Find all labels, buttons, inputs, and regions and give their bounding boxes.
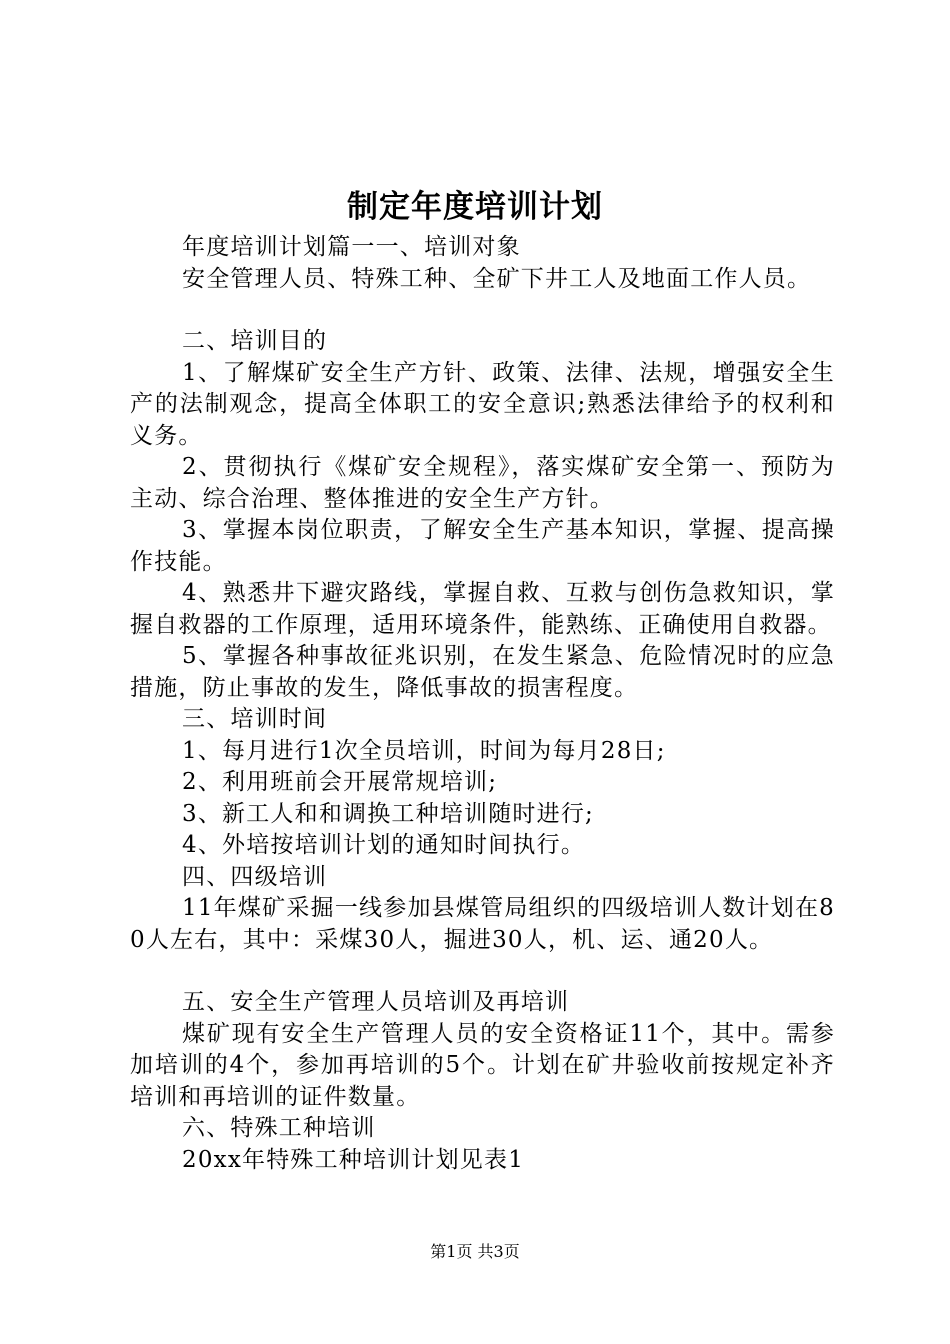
paragraph: 年度培训计划篇一一、培训对象 [182, 234, 521, 260]
paragraph: 2、利用班前会开展常规培训; [182, 769, 498, 795]
paragraph: 六、特殊工种培训 [182, 1115, 376, 1141]
document-body [130, 232, 835, 1176]
paragraph-spacer [130, 956, 835, 987]
paragraph: 11年煤矿采掘一线参加县煤管局组织的四级培训人数计划在80人左右，其中：采煤30人，掘进30人，机、运、通20人。 [130, 895, 835, 953]
paragraph: 1、每月进行1次全员培训，时间为每月28日; [182, 737, 666, 764]
paragraph: 四、四级培训 [182, 863, 328, 890]
paragraph: 5、掌握各种事故征兆识别，在发生紧急、危险情况时的应急措施，防止事故的发生，降低事故的损害程度。 [130, 643, 835, 701]
paragraph: 1、了解煤矿安全生产方针、政策、法律、法规，增强安全生产的法制观念，提高全体职工的安全意识;熟悉法律给予的权利和义务。 [130, 359, 835, 449]
page-footer: 第1页 共3页 [430, 1242, 520, 1261]
paragraph: 煤矿现有安全生产管理人员的安全资格证11个，其中。需参加培训的4个，参加再培训的5个。计划在矿井验收前按规定补齐培训和再培训的证件数量。 [130, 1020, 835, 1110]
paragraph: 3、新工人和和调换工种培训随时进行; [182, 800, 594, 827]
paragraph: 3、掌握本岗位职责，了解安全生产基本知识，掌握、提高操作技能。 [130, 517, 835, 575]
paragraph: 五、安全生产管理人员培训及再培训 [182, 989, 570, 1015]
document-title: 制定年度培训计划 [347, 189, 603, 225]
paragraph: 三、培训时间 [182, 706, 328, 732]
paragraph: 二、培训目的 [182, 328, 328, 354]
paragraph: 2、贯彻执行《煤矿安全规程》，落实煤矿安全第一、预防为主动、综合治理、整体推进的安全生产方针。 [130, 454, 835, 512]
paragraph: 4、熟悉井下避灾路线，掌握自救、互救与创伤急救知识，掌握自救器的工作原理，适用环境条件，能熟练、正确使用自救器。 [130, 580, 835, 638]
paragraph: 安全管理人员、特殊工种、全矿下井工人及地面工作人员。 [182, 265, 812, 292]
paragraph: 4、外培按培训计划的通知时间执行。 [182, 832, 586, 858]
paragraph: 20xx年特殊工种培训计划见表1 [182, 1146, 525, 1173]
paragraph-spacer [130, 295, 835, 326]
